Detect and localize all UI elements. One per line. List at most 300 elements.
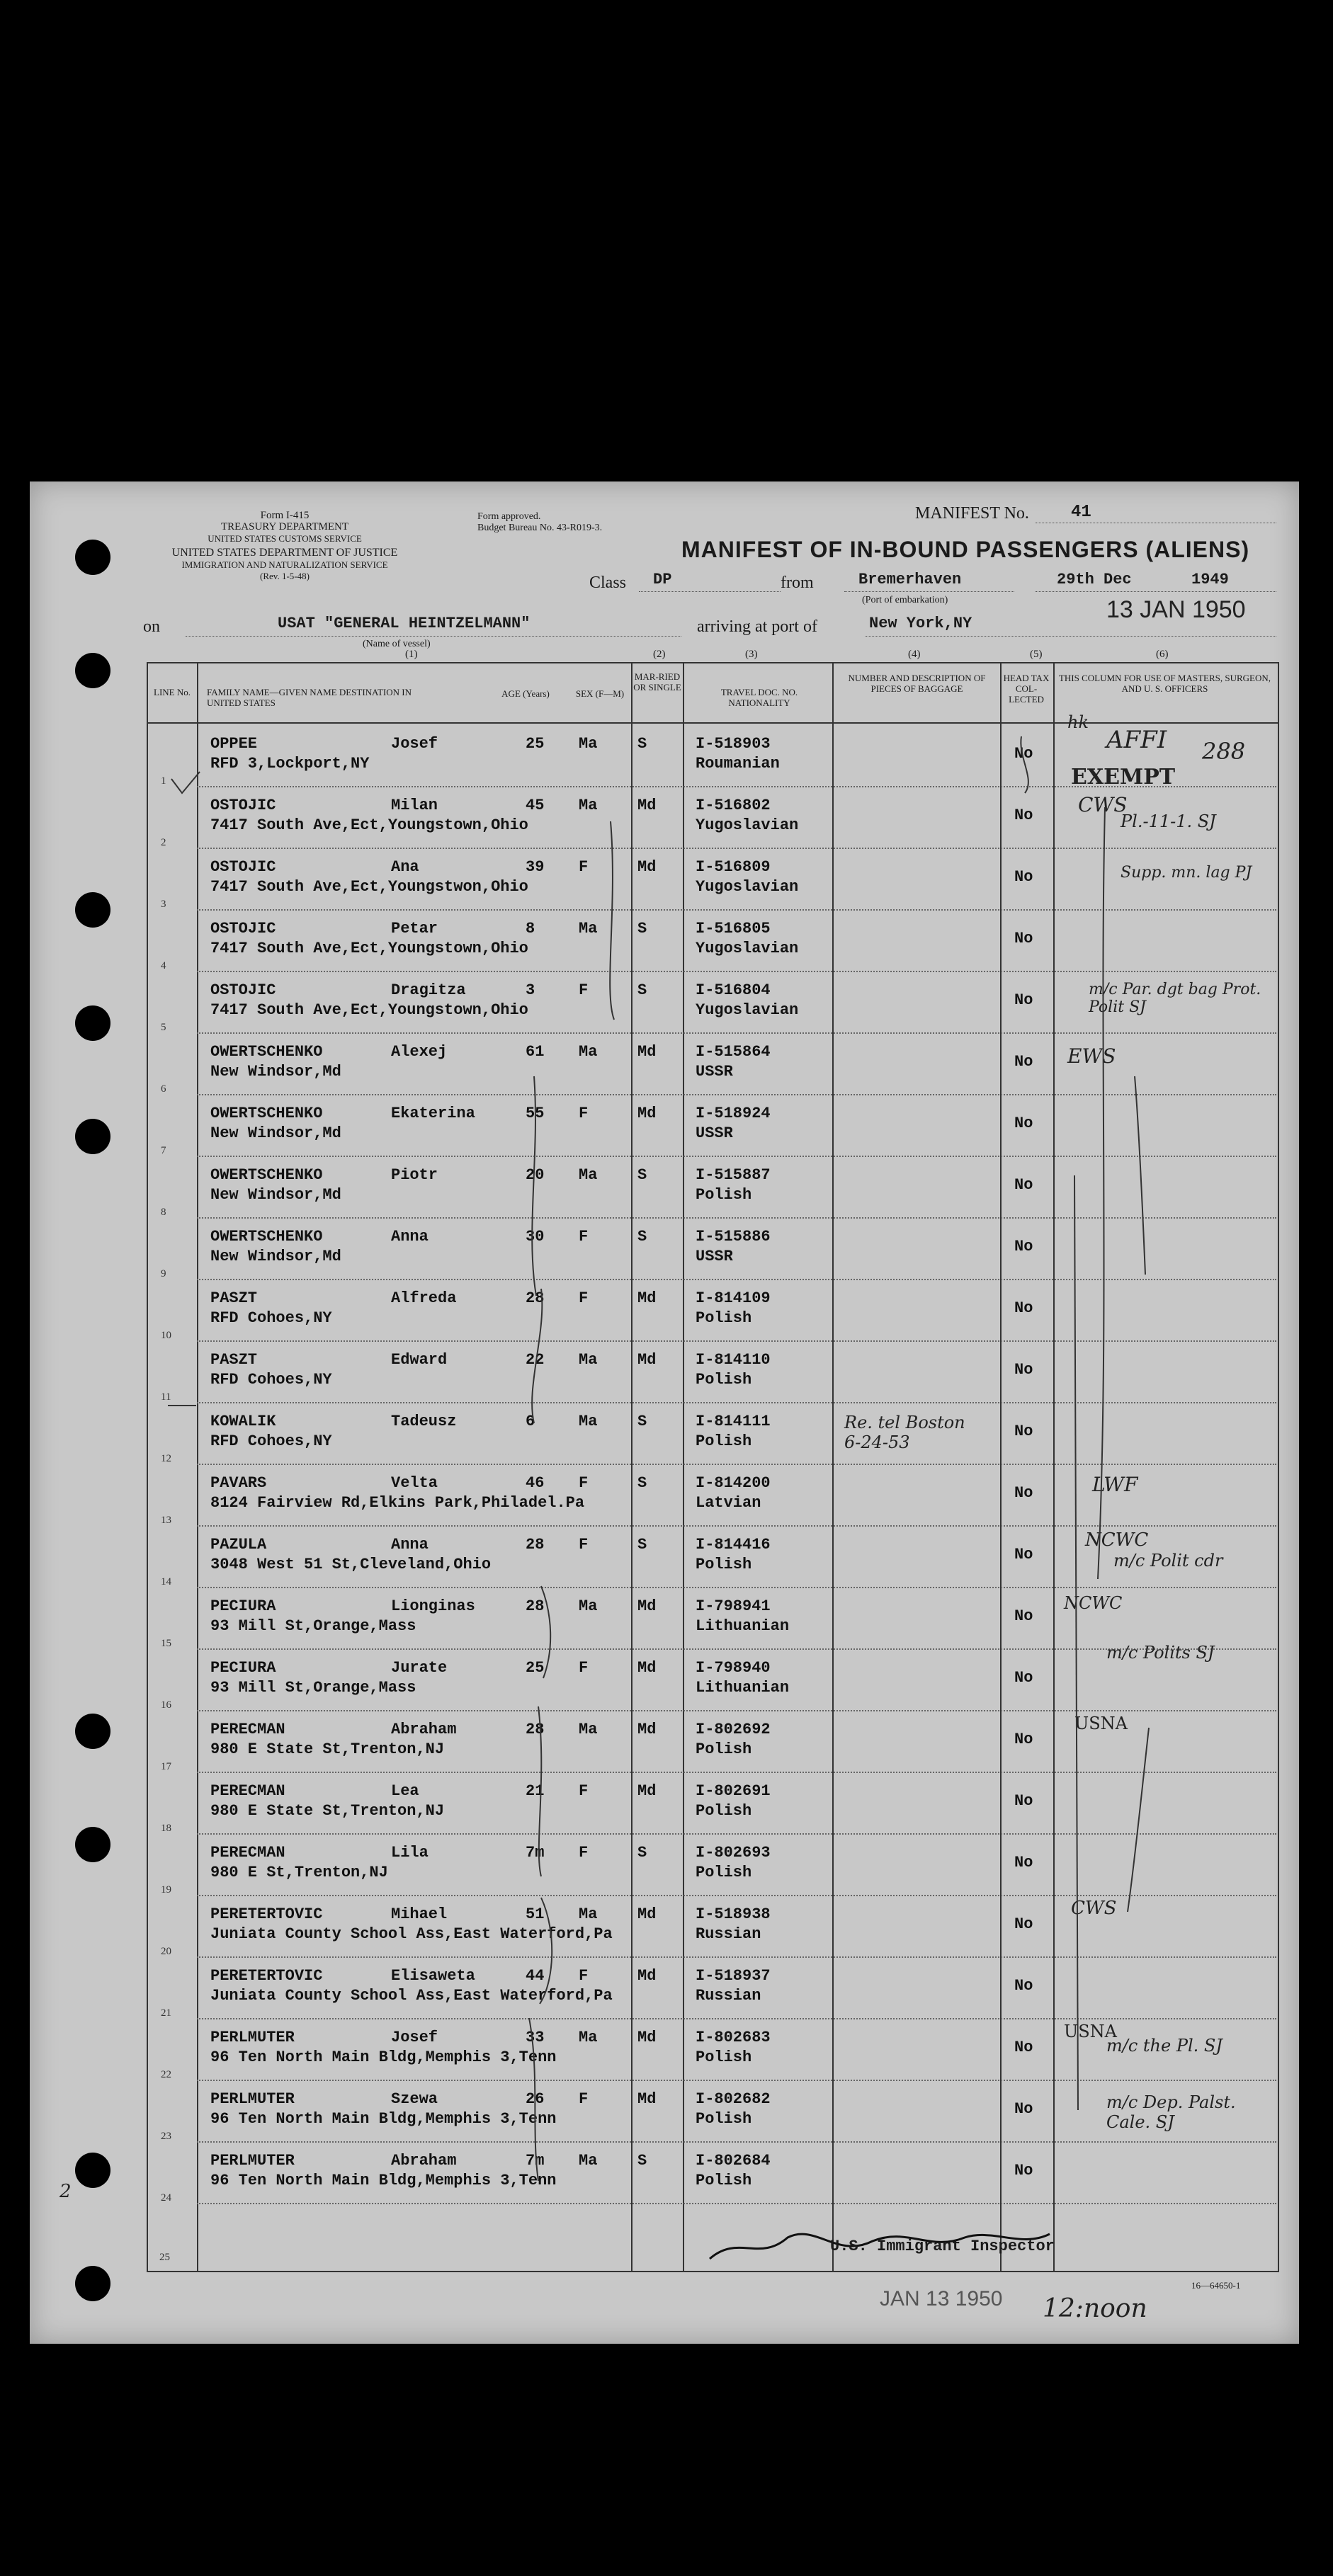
header-age: AGE (Years): [501, 688, 550, 699]
family-name: OWERTSCHENKO: [210, 1043, 323, 1061]
annotation-affi: AFFI: [1106, 726, 1167, 754]
line-number: 1: [161, 775, 166, 787]
annotation-margin-2: 2: [59, 2181, 72, 2202]
col-number-2: (2): [653, 649, 666, 660]
marital-status: Md: [637, 1105, 657, 1122]
given-name: Lea: [391, 1782, 419, 1800]
destination: New Windsor,Md: [210, 1124, 341, 1142]
destination: RFD Cohoes,NY: [210, 1432, 332, 1450]
given-name: Abraham: [391, 1721, 457, 1738]
given-name: Ana: [391, 858, 419, 876]
sex: F: [579, 1289, 589, 1307]
head-tax: No: [1014, 1977, 1033, 1995]
sex: Ma: [579, 1166, 598, 1184]
travel-doc-number: I-802693: [696, 1844, 771, 1862]
age: 6: [526, 1413, 535, 1430]
header-line-no: LINE No.: [154, 687, 191, 697]
nationality: Polish: [696, 1556, 752, 1573]
head-tax: No: [1014, 1053, 1033, 1071]
age: 55: [526, 1105, 545, 1122]
age: 51: [526, 1905, 545, 1923]
col-number-6: (6): [1156, 649, 1169, 660]
nationality: Polish: [696, 1432, 752, 1450]
marital-status: S: [637, 1844, 647, 1862]
family-name: PERECMAN: [210, 1721, 285, 1738]
head-tax: No: [1014, 930, 1033, 947]
marital-status: Md: [637, 797, 657, 814]
annotation-cws-3: CWS: [1071, 1898, 1117, 1919]
handwritten-marks: [30, 481, 1299, 2344]
line-number-last: 25: [159, 2252, 170, 2263]
annotation-note-2: Pl.-11-1. SJ: [1121, 811, 1216, 831]
inspector-caption: U.S. Immigrant Inspector: [830, 2238, 1055, 2255]
travel-doc-number: I-802682: [696, 2090, 771, 2108]
head-tax: No: [1014, 1731, 1033, 1748]
annotation-note-6: m/c Polits SJ: [1106, 1643, 1215, 1663]
head-tax: No: [1014, 991, 1033, 1009]
port-embark-caption: (Port of embarkation): [862, 595, 948, 605]
received-date-stamp: JAN 13 1950: [880, 2287, 1003, 2310]
header-officers: THIS COLUMN FOR USE OF MASTERS, SURGEON, AND U. S. OFFICERS: [1058, 673, 1271, 694]
age: 39: [526, 858, 545, 876]
annotation-cws-2: EWS: [1067, 1044, 1116, 1068]
line-number: 13: [161, 1515, 171, 1526]
travel-doc-number: I-814111: [696, 1413, 771, 1430]
sex: F: [579, 858, 589, 876]
nationality: Polish: [696, 1371, 752, 1389]
marital-status: S: [637, 981, 647, 999]
sex: F: [579, 1474, 589, 1492]
destination: 96 Ten North Main Bldg,Memphis 3,Tenn: [210, 2048, 557, 2066]
header-married: MAR-RIED OR SINGLE: [633, 671, 681, 693]
sex: Ma: [579, 2029, 598, 2046]
header-sex: SEX (F—M): [575, 688, 625, 699]
age: 7m: [526, 1844, 545, 1862]
family-name: PASZT: [210, 1351, 258, 1369]
manifest-sheet: [30, 481, 1299, 2344]
age: 8: [526, 920, 535, 937]
from-label: from: [781, 574, 814, 592]
given-name: Anna: [391, 1536, 429, 1554]
nationality: Polish: [696, 2110, 752, 2128]
form-approved: Form approved.: [477, 511, 541, 522]
nationality: Russian: [696, 1987, 761, 2005]
nationality: Yugoslavian: [696, 1001, 799, 1019]
marital-status: Md: [637, 1351, 657, 1369]
nationality: USSR: [696, 1124, 733, 1142]
given-name: Ekaterina: [391, 1105, 475, 1122]
line-number: 11: [161, 1391, 171, 1403]
head-tax: No: [1014, 1176, 1033, 1194]
travel-doc-number: I-518937: [696, 1967, 771, 1985]
destination: RFD 3,Lockport,NY: [210, 755, 370, 773]
travel-doc-number: I-515864: [696, 1043, 771, 1061]
line-number: 18: [161, 1823, 171, 1834]
annotation-note-8: m/c Dep. Palst. Cale. SJ: [1106, 2092, 1236, 2132]
departure-date: 29th Dec: [1057, 571, 1132, 588]
nationality: USSR: [696, 1063, 733, 1081]
marital-status: Md: [637, 1659, 657, 1677]
age: 25: [526, 1659, 545, 1677]
age: 28: [526, 1597, 545, 1615]
nationality: Polish: [696, 1864, 752, 1881]
travel-doc-number: I-802691: [696, 1782, 771, 1800]
given-name: Alfreda: [391, 1289, 457, 1307]
age: 46: [526, 1474, 545, 1492]
sex: F: [579, 2090, 589, 2108]
given-name: Josef: [391, 735, 438, 753]
marital-status: S: [637, 1166, 647, 1184]
age: 28: [526, 1721, 545, 1738]
age: 7m: [526, 2152, 545, 2170]
line-number: 15: [161, 1638, 171, 1649]
head-tax: No: [1014, 1299, 1033, 1317]
head-tax: No: [1014, 807, 1033, 824]
sex: F: [579, 1782, 589, 1800]
age: 30: [526, 1228, 545, 1246]
arriving-label: arriving at port of: [697, 617, 817, 636]
line-number: 23: [161, 2131, 171, 2142]
family-name: OSTOJIC: [210, 920, 276, 937]
travel-doc-number: I-516809: [696, 858, 771, 876]
given-name: Piotr: [391, 1166, 438, 1184]
family-name: OWERTSCHENKO: [210, 1105, 323, 1122]
destination: 7417 South Ave,Ect,Youngstwon,Ohio: [210, 878, 528, 896]
given-name: Szewa: [391, 2090, 438, 2108]
marital-status: S: [637, 1536, 647, 1554]
destination: 980 E St,Trenton,NJ: [210, 1864, 388, 1881]
class-label: Class: [589, 574, 627, 592]
budget-bureau: Budget Bureau No. 43-R019-3.: [477, 523, 603, 533]
line-number: 14: [161, 1576, 171, 1588]
sex: F: [579, 1536, 589, 1554]
marital-status: S: [637, 1228, 647, 1246]
age: 26: [526, 2090, 545, 2108]
sex: Ma: [579, 797, 598, 814]
sex: Ma: [579, 1721, 598, 1738]
destination: Juniata County School Ass,East Waterford,Pa: [210, 1987, 613, 2005]
head-tax: No: [1014, 1669, 1033, 1687]
head-tax: No: [1014, 1423, 1033, 1440]
given-name: Alexej: [391, 1043, 448, 1061]
arrival-date-stamp: 13 JAN 1950: [1106, 596, 1246, 623]
marital-status: Md: [637, 858, 657, 876]
line-number: 8: [161, 1207, 166, 1218]
age: 25: [526, 735, 545, 753]
destination: 7417 South Ave,Ect,Youngstown,Ohio: [210, 816, 528, 834]
head-tax: No: [1014, 1792, 1033, 1810]
page-title: MANIFEST OF IN-BOUND PASSENGERS (ALIENS): [681, 537, 1250, 562]
travel-doc-number: I-518903: [696, 735, 771, 753]
manifest-label: MANIFEST No.: [915, 504, 1029, 523]
marital-status: Md: [637, 1289, 657, 1307]
ins-service: IMMIGRATION AND NATURALIZATION SERVICE: [181, 559, 388, 570]
treasury-dept: TREASURY DEPARTMENT: [220, 521, 349, 532]
family-name: PERLMUTER: [210, 2152, 295, 2170]
age: 28: [526, 1536, 545, 1554]
annotation-baggage-note: Re. tel Boston 6-24-53: [844, 1413, 965, 1452]
given-name: Mihael: [391, 1905, 448, 1923]
head-tax: No: [1014, 1546, 1033, 1563]
header-name-destination: FAMILY NAME—GIVEN NAME DESTINATION IN UNITED STATES: [207, 687, 412, 708]
nationality: Polish: [696, 2172, 752, 2189]
nationality: Roumanian: [696, 755, 780, 773]
nationality: Latvian: [696, 1494, 761, 1512]
family-name: OSTOJIC: [210, 797, 276, 814]
head-tax: No: [1014, 1484, 1033, 1502]
vessel-name: USAT "GENERAL HEINTZELMANN": [278, 615, 531, 632]
given-name: Jurate: [391, 1659, 448, 1677]
travel-doc-number: I-814109: [696, 1289, 771, 1307]
travel-doc-number: I-814416: [696, 1536, 771, 1554]
nationality: Polish: [696, 1802, 752, 1820]
age: 45: [526, 797, 545, 814]
sex: F: [579, 981, 589, 999]
head-tax: No: [1014, 1915, 1033, 1933]
marital-status: Md: [637, 1905, 657, 1923]
marital-status: Md: [637, 1782, 657, 1800]
line-number: 7: [161, 1145, 166, 1156]
family-name: OPPEE: [210, 735, 258, 753]
justice-dept: UNITED STATES DEPARTMENT OF JUSTICE: [171, 547, 398, 559]
marital-status: Md: [637, 1043, 657, 1061]
family-name: PERETERTOVIC: [210, 1967, 323, 1985]
col-number-1: (1): [405, 649, 418, 660]
sex: Ma: [579, 1597, 598, 1615]
destination: New Windsor,Md: [210, 1248, 341, 1265]
col-number-5: (5): [1030, 649, 1043, 660]
given-name: Elisaweta: [391, 1967, 475, 1985]
head-tax: No: [1014, 2100, 1033, 2118]
annotation-note-5: m/c Polit cdr: [1113, 1551, 1223, 1571]
travel-doc-number: I-516805: [696, 920, 771, 937]
class-value: DP: [653, 571, 672, 588]
destination: 7417 South Ave,Ect,Youngstown,Ohio: [210, 1001, 528, 1019]
age: 20: [526, 1166, 545, 1184]
nationality: Lithuanian: [696, 1679, 790, 1697]
marital-status: S: [637, 2152, 647, 2170]
vessel-caption: (Name of vessel): [363, 639, 431, 649]
given-name: Tadeusz: [391, 1413, 457, 1430]
revision: (Rev. 1-5-48): [260, 571, 310, 581]
travel-doc-number: I-798941: [696, 1597, 771, 1615]
marital-status: Md: [637, 2029, 657, 2046]
family-name: PECIURA: [210, 1597, 276, 1615]
nationality: USSR: [696, 1248, 733, 1265]
head-tax: No: [1014, 1361, 1033, 1379]
travel-doc-number: I-814200: [696, 1474, 771, 1492]
destination: 7417 South Ave,Ect,Youngstown,Ohio: [210, 940, 528, 957]
age: 22: [526, 1351, 545, 1369]
given-name: Petar: [391, 920, 438, 937]
line-number: 10: [161, 1330, 171, 1341]
annotation-exempt: EXEMPT: [1071, 765, 1176, 790]
marital-status: S: [637, 735, 647, 753]
destination: Juniata County School Ass,East Waterford,Pa: [210, 1925, 613, 1943]
line-number: 19: [161, 1884, 171, 1896]
destination: 980 E State St,Trenton,NJ: [210, 1802, 445, 1820]
from-value: Bremerhaven: [858, 571, 962, 588]
travel-doc-number: I-802683: [696, 2029, 771, 2046]
line-number: 20: [161, 1946, 171, 1957]
head-tax: No: [1014, 1115, 1033, 1132]
family-name: PASZT: [210, 1289, 258, 1307]
travel-doc-number: I-518938: [696, 1905, 771, 1923]
given-name: Velta: [391, 1474, 438, 1492]
annotation-usna-2: USNA: [1064, 2022, 1117, 2041]
family-name: PERLMUTER: [210, 2029, 295, 2046]
given-name: Josef: [391, 2029, 438, 2046]
sex: F: [579, 1228, 589, 1246]
sex: Ma: [579, 1043, 598, 1061]
age: 3: [526, 981, 535, 999]
line-number: 3: [161, 899, 166, 910]
line-number: 16: [161, 1699, 171, 1711]
sex: Ma: [579, 2152, 598, 2170]
destination: 93 Mill St,Orange,Mass: [210, 1679, 416, 1697]
line-number: 22: [161, 2069, 171, 2080]
nationality: Polish: [696, 2048, 752, 2066]
travel-doc-number: I-515887: [696, 1166, 771, 1184]
destination: 93 Mill St,Orange,Mass: [210, 1617, 416, 1635]
family-name: PAZULA: [210, 1536, 267, 1554]
destination: 3048 West 51 St,Cleveland,Ohio: [210, 1556, 492, 1573]
sex: F: [579, 1844, 589, 1862]
head-tax: No: [1014, 868, 1033, 886]
form-footer-code: 16—64650-1: [1191, 2280, 1241, 2291]
travel-doc-number: I-802692: [696, 1721, 771, 1738]
sex: F: [579, 1967, 589, 1985]
marital-status: Md: [637, 2090, 657, 2108]
family-name: PERLMUTER: [210, 2090, 295, 2108]
marital-status: Md: [637, 1967, 657, 1985]
family-name: OWERTSCHENKO: [210, 1228, 323, 1246]
given-name: Anna: [391, 1228, 429, 1246]
given-name: Lionginas: [391, 1597, 475, 1615]
line-number: 4: [161, 960, 166, 971]
nationality: Polish: [696, 1186, 752, 1204]
marital-status: S: [637, 920, 647, 937]
family-name: OSTOJIC: [210, 981, 276, 999]
given-name: Abraham: [391, 2152, 457, 2170]
destination: 980 E State St,Trenton,NJ: [210, 1740, 445, 1758]
head-tax: No: [1014, 745, 1033, 763]
line-number: 24: [161, 2192, 171, 2204]
family-name: KOWALIK: [210, 1413, 276, 1430]
nationality: Polish: [696, 1740, 752, 1758]
sex: F: [579, 1105, 589, 1122]
annotation-note-4: m/c Par. dgt bag Prot. Polit SJ: [1089, 981, 1261, 1016]
family-name: OSTOJIC: [210, 858, 276, 876]
sex: Ma: [579, 1351, 598, 1369]
form-number: Form I-415: [260, 510, 310, 521]
family-name: PECIURA: [210, 1659, 276, 1677]
header-baggage: NUMBER AND DESCRIPTION OF PIECES OF BAGGAGE: [848, 673, 986, 694]
nationality: Yugoslavian: [696, 816, 799, 834]
arrival-port: New York,NY: [869, 615, 972, 632]
annotation-note-7: m/c the Pl. SJ: [1106, 2036, 1223, 2056]
sex: Ma: [579, 1905, 598, 1923]
age: 28: [526, 1289, 545, 1307]
nationality: Yugoslavian: [696, 940, 799, 957]
manifest-number: 41: [1071, 503, 1091, 522]
destination: New Windsor,Md: [210, 1186, 341, 1204]
on-label: on: [143, 617, 160, 636]
family-name: OWERTSCHENKO: [210, 1166, 323, 1184]
travel-doc-number: I-516802: [696, 797, 771, 814]
age: 61: [526, 1043, 545, 1061]
sex: F: [579, 1659, 589, 1677]
customs-service: UNITED STATES CUSTOMS SERVICE: [208, 533, 362, 544]
line-number: 21: [161, 2007, 171, 2019]
head-tax: No: [1014, 1607, 1033, 1625]
family-name: PAVARS: [210, 1474, 267, 1492]
travel-doc-number: I-814110: [696, 1351, 771, 1369]
marital-status: Md: [637, 1597, 657, 1615]
travel-doc-number: I-518924: [696, 1105, 771, 1122]
age: 44: [526, 1967, 545, 1985]
header-head-tax: HEAD TAX COL-LECTED: [1003, 673, 1050, 705]
head-tax: No: [1014, 2162, 1033, 2179]
line-number: 2: [161, 837, 166, 848]
marital-status: Md: [637, 1721, 657, 1738]
travel-doc-number: I-802684: [696, 2152, 771, 2170]
sex: Ma: [579, 1413, 598, 1430]
nationality: Polish: [696, 1309, 752, 1327]
departure-year: 1949: [1191, 571, 1229, 588]
annotation-hk: hk: [1067, 712, 1089, 732]
destination: RFD Cohoes,NY: [210, 1371, 332, 1389]
col-number-3: (3): [745, 649, 758, 660]
punch-hole: [75, 2379, 110, 2415]
col-number-4: (4): [908, 649, 921, 660]
given-name: Lila: [391, 1844, 429, 1862]
given-name: Dragitza: [391, 981, 466, 999]
destination: New Windsor,Md: [210, 1063, 341, 1081]
family-name: PERETERTOVIC: [210, 1905, 323, 1923]
travel-doc-number: I-516804: [696, 981, 771, 999]
line-number: 6: [161, 1083, 166, 1095]
line-number: 5: [161, 1022, 166, 1033]
marital-status: S: [637, 1413, 647, 1430]
head-tax: No: [1014, 1238, 1033, 1255]
family-name: PERECMAN: [210, 1844, 285, 1862]
annotation-ncwc-1: NCWC: [1085, 1529, 1149, 1551]
annotation-ncwc-2: NCWC: [1064, 1593, 1123, 1613]
annotation-cws-1: CWS: [1078, 793, 1128, 816]
given-name: Milan: [391, 797, 438, 814]
time-note: 12:noon: [1043, 2294, 1147, 2323]
nationality: Yugoslavian: [696, 878, 799, 896]
travel-doc-number: I-798940: [696, 1659, 771, 1677]
age: 33: [526, 2029, 545, 2046]
head-tax: No: [1014, 2039, 1033, 2056]
head-tax: No: [1014, 1854, 1033, 1871]
annotation-usna-1: USNA: [1074, 1714, 1128, 1733]
nationality: Russian: [696, 1925, 761, 1943]
annotation-note-3: Supp. mn. lag PJ: [1121, 864, 1252, 882]
nationality: Lithuanian: [696, 1617, 790, 1635]
line-number: 9: [161, 1268, 166, 1280]
marital-status: S: [637, 1474, 647, 1492]
annotation-288: 288: [1202, 738, 1246, 765]
sex: Ma: [579, 735, 598, 753]
given-name: Edward: [391, 1351, 448, 1369]
destination: RFD Cohoes,NY: [210, 1309, 332, 1327]
annotation-lwf: LWF: [1092, 1473, 1138, 1496]
sex: Ma: [579, 920, 598, 937]
line-number: 12: [161, 1453, 171, 1464]
